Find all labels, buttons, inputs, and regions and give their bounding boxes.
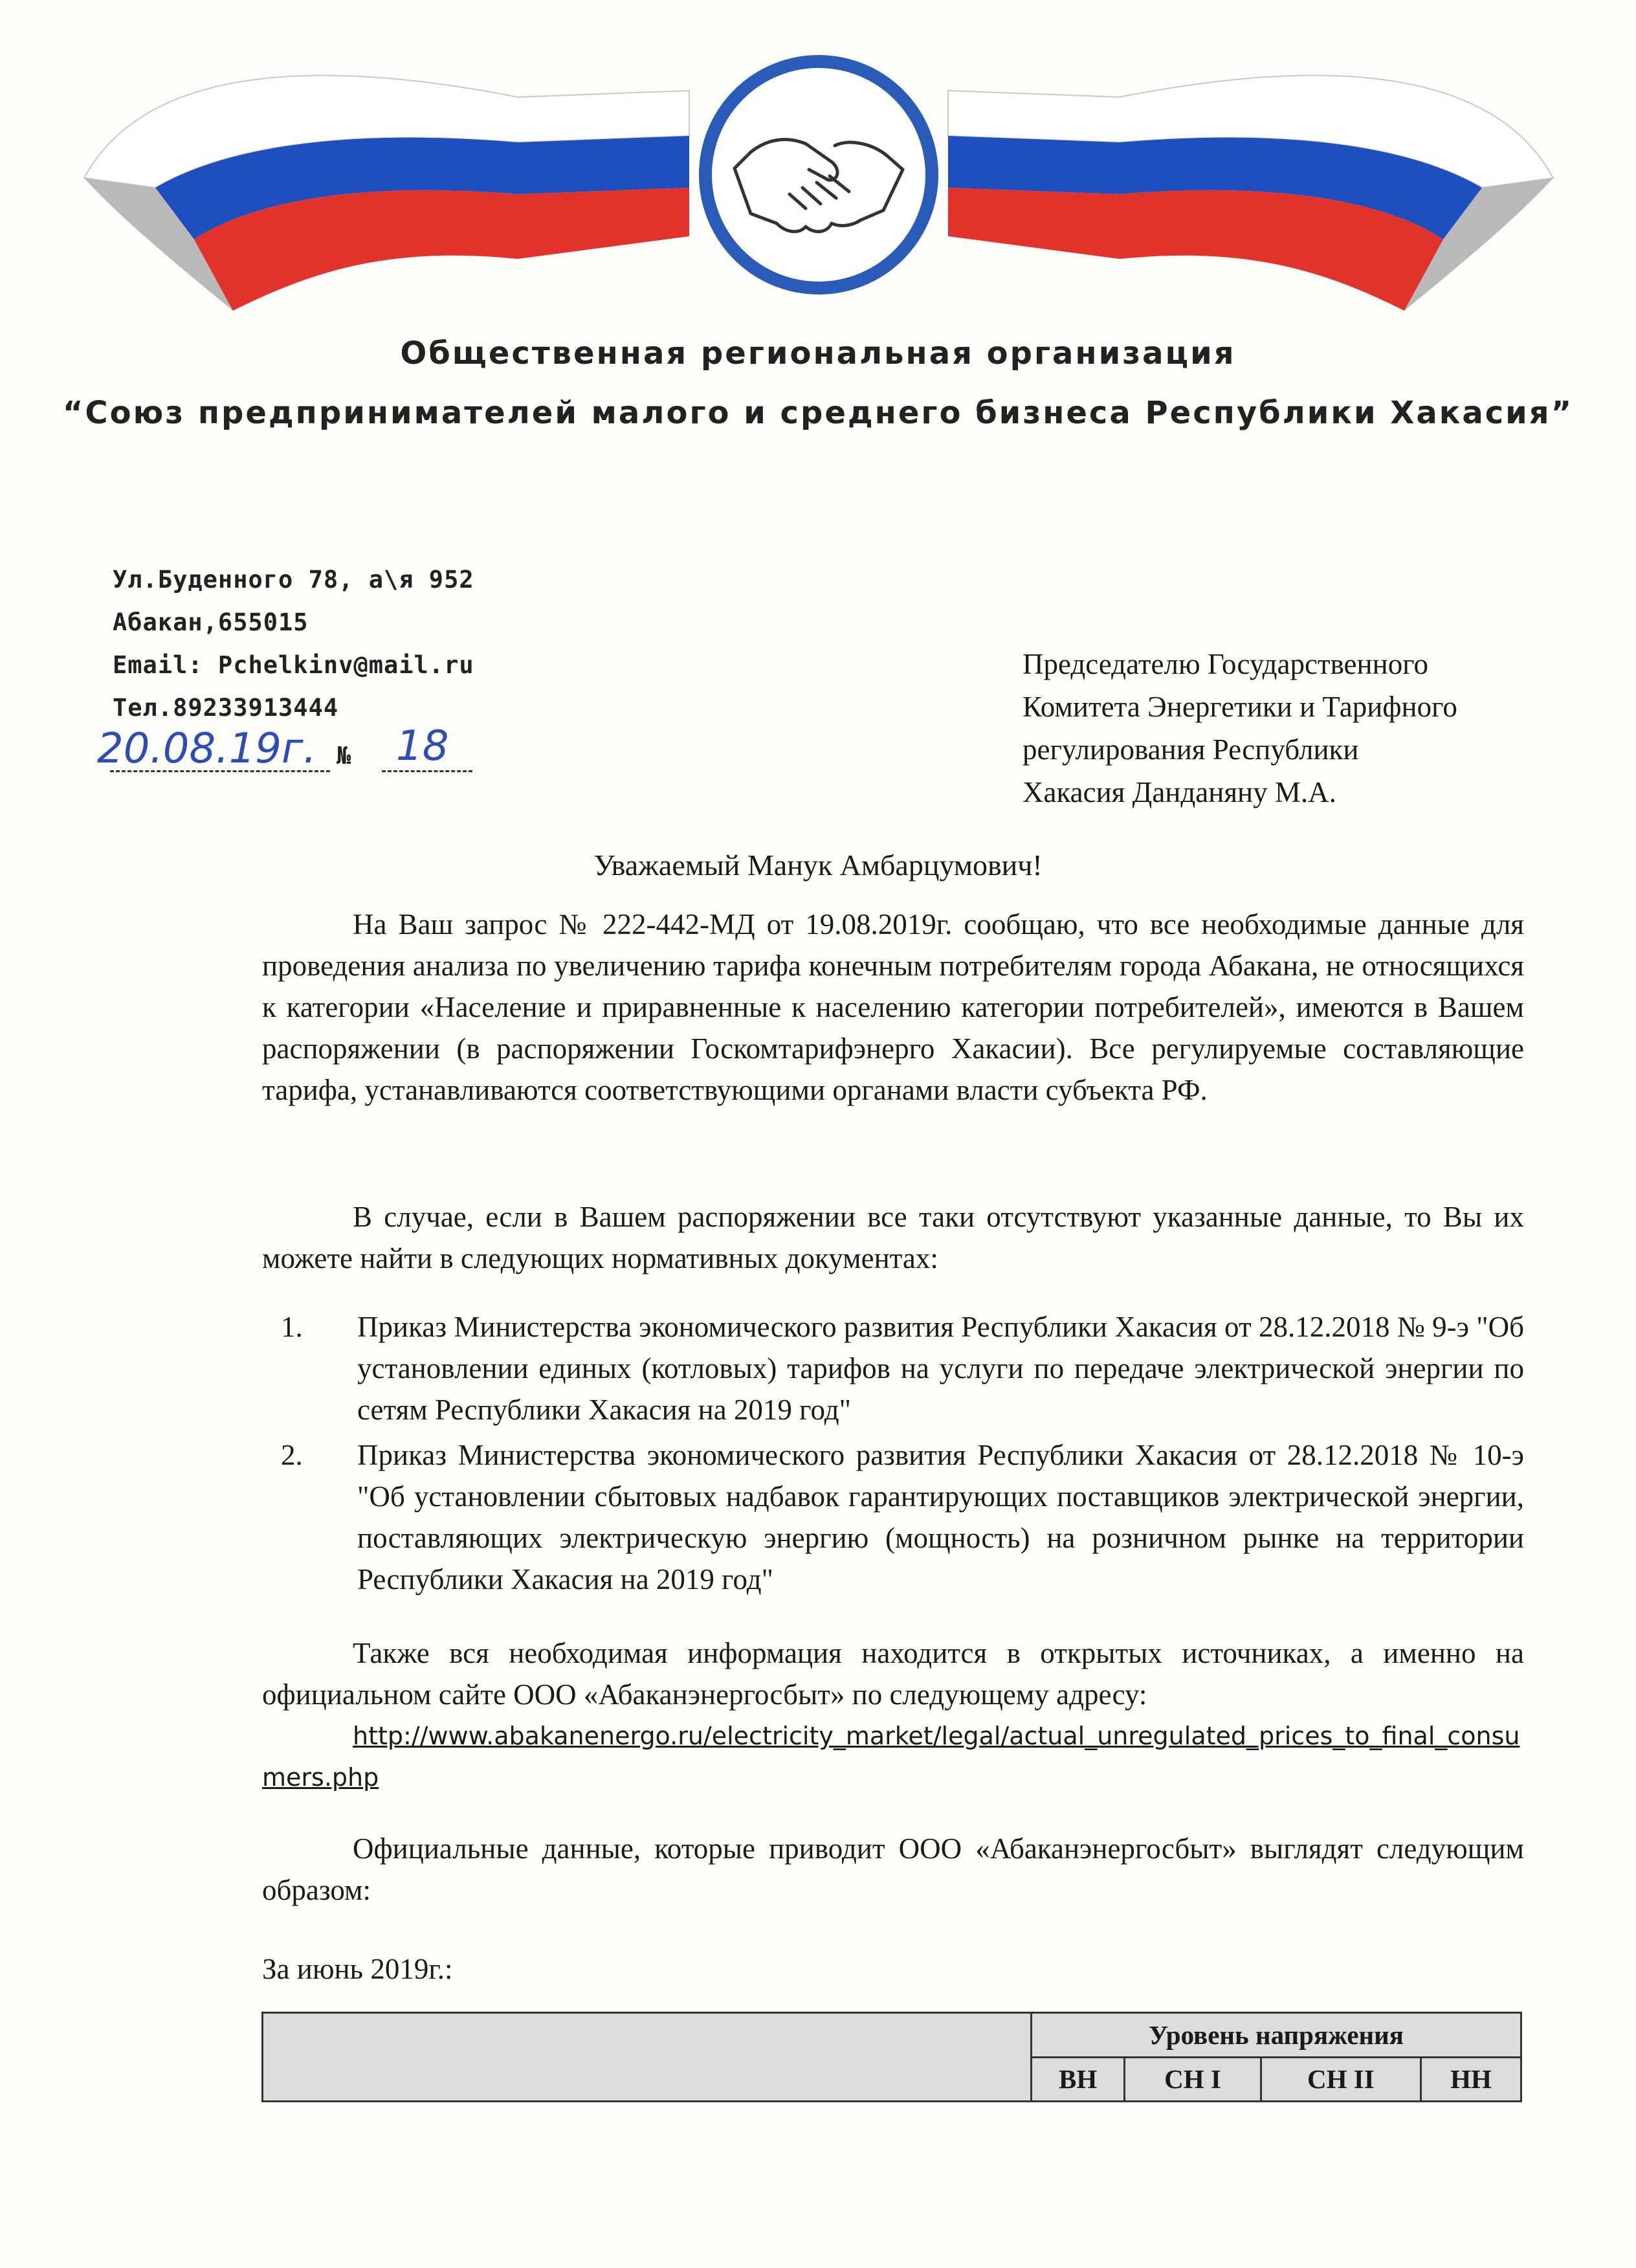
open-sources-text: Также вся необходимая информация находится в открытых источниках, а именно на официальном сайте ООО «Абаканэнергосбыт» по следующему адресу: — [262, 1637, 1524, 1711]
addressee-line1: Председателю Государственного — [1022, 648, 1429, 680]
abakanenergo-link[interactable]: http://www.abakanenergo.ru/electricity_market/legal/actual_unregulated_prices_to_final_consumers.php — [262, 1722, 1520, 1792]
addressee-line3: регулирования Республики — [1022, 733, 1359, 766]
paragraph-period: За июнь 2019г.: — [262, 1953, 453, 1985]
paragraph-documents-intro: В случае, если в Вашем распоряжении все таки отсутствуют указанные данные, то Вы их можете найти в следующих нормативных документах: — [262, 1201, 1524, 1274]
list-number: 1. — [281, 1311, 303, 1343]
voltage-level-header: Уровень напряжения — [1032, 2013, 1521, 2058]
flag-ribbon-right — [948, 76, 1553, 311]
handwritten-number: 18 — [396, 722, 449, 770]
column-nn: НН — [1421, 2057, 1521, 2102]
flag-ribbon-left — [84, 76, 689, 311]
paragraph-open-sources — [262, 1632, 1524, 1798]
organization-logo — [0, 0, 1636, 337]
addressee-line2: Комитета Энергетики и Тарифного — [1022, 691, 1457, 723]
sender-phone: Тел.89233913444 — [113, 694, 339, 722]
list-item — [281, 1306, 1524, 1430]
column-vn: ВН — [1032, 2057, 1125, 2102]
sender-email: Email: Pchelkinv@mail.ru — [113, 651, 474, 679]
handwritten-date: 20.08.19г. — [97, 725, 316, 773]
sender-city: Абакан,655015 — [113, 608, 309, 636]
greeting: Уважаемый Манук Амбарцумович! — [593, 849, 1043, 882]
column-sn1: СН I — [1125, 2057, 1261, 2102]
number-underline — [382, 770, 472, 772]
list-number: 2. — [281, 1439, 303, 1471]
list-text: Приказ Министерства экономического развития Республики Хакасия от 28.12.2018 № 10-э "Об установлении сбытовых надбавок гарантирующих поставщиков электрической энергии, поставляющих электрическую энергию (мощность) на розничном рынке на территории Республики Хакасия на 2019 год" — [357, 1439, 1524, 1595]
organization-name-line2: “Союз предпринимателей малого и среднего бизнеса Республики Хакасия” — [62, 395, 1574, 431]
tariff-table — [261, 2012, 1522, 2102]
sender-address: Ул.Буденного 78, а\я 952 — [113, 566, 474, 594]
handshake-emblem — [705, 61, 932, 288]
table-empty-header-cell — [263, 2013, 1032, 2102]
date-underline — [110, 770, 330, 772]
column-sn2: СН II — [1261, 2057, 1420, 2102]
list-text: Приказ Министерства экономического развития Республики Хакасия от 28.12.2018 № 9-э "Об установлении единых (котловых) тарифов на услуги по передаче электрической энергии по сетям Республики Хакасия на 2019 год" — [357, 1311, 1524, 1426]
paragraph-request-reply: На Ваш запрос № 222-442-МД от 19.08.2019г. сообщаю, что все необходимые данные для проведения анализа по увеличению тарифа конечным потребителям города Абакана, не относящихся к категории «Население и приравненные к населению категории потребителей», имеются в Вашем распоряжении (в распоряжении Госкомтарифэнерго Хакасии). Все регулируемые составляющие тарифа, устанавливаются соответствующими органами власти субъекта РФ. — [262, 908, 1524, 1106]
organization-name-line1: Общественная региональная организация — [400, 335, 1236, 372]
list-item — [281, 1434, 1524, 1600]
paragraph-official-data: Официальные данные, которые приводит ООО «Абаканэнергосбыт» выглядят следующим образом: — [262, 1832, 1524, 1906]
addressee-line4: Хакасия Данданяну М.А. — [1022, 776, 1336, 808]
table-header-row — [263, 2013, 1521, 2058]
number-label: № — [337, 742, 351, 770]
